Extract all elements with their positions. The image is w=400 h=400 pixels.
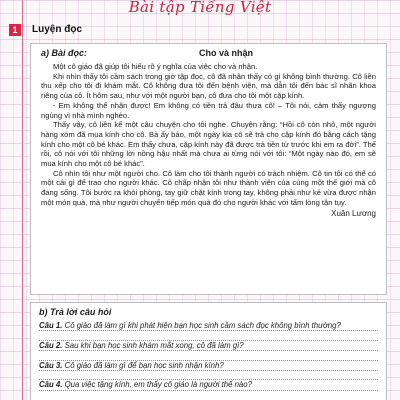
question-label: Câu 3. (39, 360, 63, 370)
question-text: Sau khi bạn học sinh khám mắt xong, cô đã làm gì? (64, 340, 244, 350)
question-2 (39, 341, 378, 361)
question-label: Câu 2. (39, 340, 63, 350)
paragraph: Cô nhìn tôi như một người cho. Cô làm cho tôi thành người có trách nhiệm. Cô tin tôi có thể có một cái gì để trao cho người khác. Cô chấp nhận tôi như thành viên của cùng một thế giới mà cô đang sống. Tôi bước ra khỏi phòng, tay giữ chặt kính trong tay, không phải như kẻ vừa được nhận một món quà, mà như người chuyển tiếp món quà đó cho người khác với tấm lòng tận tụy. (41, 168, 376, 207)
question-text: Qua việc tặng kính, em thấy cô giáo là người thế nào? (64, 380, 252, 390)
paragraph: Một cô giáo đã giúp tôi hiểu rõ ý nghĩa của việc cho và nhận. (53, 62, 258, 71)
section-number-badge: 1 (9, 24, 21, 36)
reading-box (30, 43, 387, 295)
question-text: Cô giáo đã làm gì khi phát hiện bạn học sinh cầm sách đọc không bình thường? (64, 321, 341, 330)
question-1 (39, 321, 378, 341)
page-title: Bài tập Tiếng Việt (128, 0, 272, 16)
section-heading: Luyện đọc (32, 24, 83, 35)
answer-line[interactable] (39, 371, 378, 380)
question-label: Câu 1. (39, 321, 63, 330)
paragraph: Thấy vậy, cô liền kể một câu chuyện cho tôi nghe. Chuyện rằng: “Hồi cô còn nhỏ, một người hàng xóm đã mua kính cho cô. Bà ấy bảo, một ngày kia cô sẽ trả cho cặp kính đó bằng cách tặng kính cho một cô bé khác. Em thấy chưa, cặp kính này đã được trả tiền từ trước khi em ra đời”. Thế rồi, cô nói với tôi những lời nồng hậu nhất mà chưa ai từng nói với tôi: “Một ngày nào đó, em sẽ mua kính cho một cô bé khác”. (41, 120, 376, 169)
passage-title: Cho và nhận (199, 48, 254, 58)
answer-line[interactable] (39, 331, 378, 340)
author: Xuân Lương (331, 208, 376, 218)
reading-header (41, 48, 376, 62)
passage-text (41, 62, 376, 208)
question-label: Câu 4. (39, 380, 63, 390)
question-text: Cô giáo đã làm gì để bạn học sinh nhận kính? (64, 360, 224, 370)
answer-box (30, 302, 387, 400)
paragraph: Khi nhìn thấy tôi cầm sách trong giờ tập đọc, cô đã nhận thấy có gì không bình thường. Cô liền thu xếp cho tôi đi khám mắt. Cô không đưa tôi đến bệnh viện, mà dẫn tôi đến bác sĩ nhãn khoa riêng của cô. Ít hôm sau, như với một người bạn, cô đưa cho tôi một cặp kính. (41, 71, 376, 101)
question-4 (39, 380, 378, 390)
margin-line (22, 0, 23, 400)
answer-heading: b) Trả lời câu hỏi (39, 307, 112, 317)
answer-line[interactable] (39, 351, 378, 360)
paragraph: - Em không thể nhận được! Em không có tiền trả đâu thưa cô! – Tôi nói, cảm thấy ngượng ngùng vì nhà mình nghèo. (41, 100, 376, 120)
question-3 (39, 361, 378, 381)
reading-subheading: a) Bài đọc: (41, 48, 88, 58)
